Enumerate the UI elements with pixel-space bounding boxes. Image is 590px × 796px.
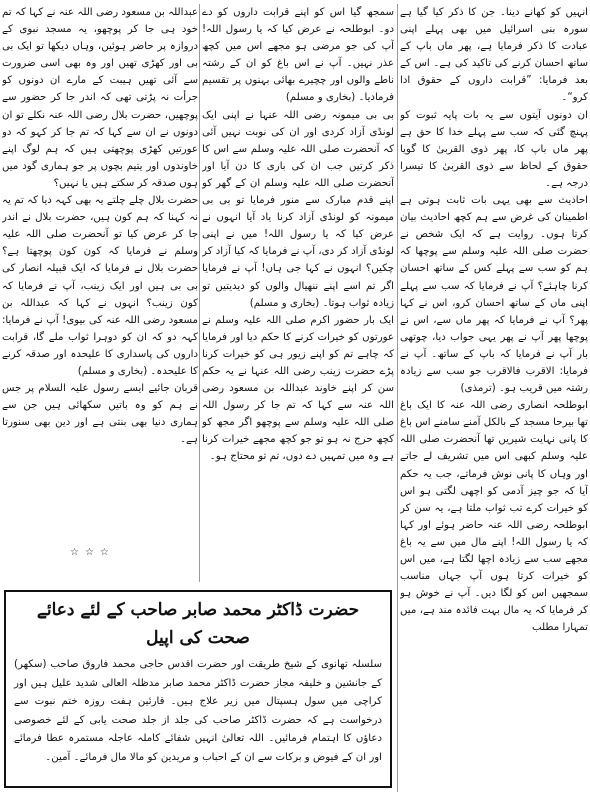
paragraph: احادیث سے بھی یہی بات ثابت ہوتی ہے اطمینان کی غرض سے ہم کچھ احادیث بیان کرتا ہوں۔ روایت ہے کہ ایک شخص نے حضرت صلی اللہ علیہ وسلم سے پوچھا کہ ہم کو سب سے پہلے کس کے ساتھ احسان کرنا چاہئے؟ آپ نے فرمایا کہ سب سے پہلے اپنی ماں کے ساتھ احسان کرو، اس نے کہا پھر؟ آپ نے فرمایا کہ پھر ماں سے، اس نے پوچھا پھر آپ نے پھر یہی جواب دیا، چوتھی بار آپ نے فرمایا کہ باپ کے ساتھ۔ آپ نے فرمایا: الاقرب فالاقرب جو سب سے زیادہ رشتہ میں قریب ہو۔ (ترمذی) bbox=[400, 195, 588, 395]
article-column-middle bbox=[202, 4, 394, 586]
column-divider bbox=[397, 4, 398, 792]
paragraph: ان دونوں آیتوں سے یہ بات پایہ ثبوت کو پہنچ گئی کہ سب سے پہلے خدا کا حق ہے پھر ماں باپ کا، پھر ذوی القربیٰ کا گویا حقوق کے لحاظ سے ذوی القربیٰ کا تیسرا درجہ ہے۔ bbox=[400, 109, 588, 189]
paragraph: انہیں کو کھانے دینا۔ جن کا ذکر کیا گیا ہے سورہ بنی اسرائیل میں بھی پہلے اپنی عبادت کا ذکر فرمایا ہے، پھر ماں باپ کے ساتھ احسان کرنے کی تاکید کی ہے۔ اس کے بعد فرمایا: ”قرابت داروں کے حقوق ادا کرو“۔ bbox=[400, 7, 588, 104]
paragraph: حضرت بلال چلے چلتے یہ بھی کہہ دیا کہ تم یہ نہ کہنا کہ ہم کون ہیں، حضرت بلال نے اندر جا کر عرض کیا تو آنحضرت صلی اللہ علیہ وسلم نے فرمایا کہ کون کون پوچھتا ہے؟ حضرت بلال نے فرمایا کہ ایک قبیلہ انصار کی بی بی ہیں اور ایک زینب، آپ نے فرمایا کہ کون زینب؟ انہوں نے کہا کہ عبداللہ بن مسعود رضی اللہ عنہ کی بیوی! آپ نے فرمایا: کہہ دو کہ ان کو دوہرا ثواب ملے گا، قرابت داروں کی پاسداری کا علیحدہ اور صدقہ کرنے کا علیحدہ۔ (بخاری و مسلم) bbox=[2, 195, 198, 377]
column-divider bbox=[199, 4, 200, 582]
paragraph: عبداللہ بن مسعود رضی اللہ عنہ نے کہا کہ تم خود ہی جا کر پوچھو، یہ مسجد نبوی کے دروازہ پر حاضر ہوئیں، وہاں دیکھا تو ایک بی بی اور کھڑی تھیں اور وہ بھی اسی ضرورت سے آئی تھیں ہیبت کے مارے ان دونوں کو جرأت نہ پڑتی تھی کہ اندر جا کر حضور سے پوچھیں، حضرت بلال رضی اللہ عنہ نکلے تو ان دونوں نے ان سے کہا کہ تم جا کر کہو کہ دو عورتیں کھڑی پوچھتی ہیں کہ ہم لوگ اپنے خاوندوں اور یتیم بچوں پر جو ہماری گود میں ہوں صدقہ کر سکتے ہیں یا نہیں؟ bbox=[2, 7, 198, 189]
paragraph: قربان جائیے ایسے رسول علیہ السلام پر جس نے ہم کو وہ باتیں سکھائی ہیں جن سے ہماری دنیا بھی بنتی ہے اور دین بھی سنورتا ہے۔ bbox=[2, 383, 198, 446]
article-column-left bbox=[2, 4, 198, 549]
appeal-body: سلسلہ تھانوی کے شیخ طریقت اور حضرت اقدس حاجی محمد فاروق صاحب (سکھر) کے جانشین و خلیفہ مجاز حضرت ڈاکٹر محمد صابر مدظلہ العالی شدید علیل ہیں اور کراچی میں سول ہسپتال میں زیر علاج ہیں۔ قارئین ہفت روزہ ختم نبوت سے درخواست ہے کہ حضرت ڈاکٹر صاحب کی جلد از جلد صحت یابی کے لئے خصوصی دعاؤں کا اہتمام فرمائیں۔ اللہ تعالیٰ انہیں شفائے کاملہ عاجلہ مستمرہ عطا فرمائے اور ان کے فیوض و برکات سے ان کے احباب و مریدین کو مالا مال فرمائے۔ آمین۔ bbox=[14, 659, 382, 763]
paragraph: بی بی میمونہ رضی اللہ عنہا نے اپنی ایک لونڈی آزاد کردی اور ان کی نوبت نہیں آئی کہ آنحضرت صلی اللہ علیہ وسلم سے اس کا ذکر کرتیں جب ان کی باری کا دن آیا اور آنحضرت صلی اللہ علیہ وسلم ان کے گھر کو اپنے قدم مبارک سے منور فرمایا تو بی بی میمونہ کو لونڈی آزاد کرنا یاد آیا انہوں نے عرض کیا کہ یا رسول اللہ! میں نے اپنی لونڈی آزاد کر دی، آپ نے فرمایا کہ کیا آزاد کر چکیں؟ انہوں نے کہا جی ہاں! آپ نے فرمایا اگر تم اسے اپنے ننھیال والوں کو دیدیتیں تو زیادہ ثواب ہوتا۔ (بخاری و مسلم) bbox=[202, 109, 394, 309]
appeal-heading: حضرت ڈاکٹر محمد صابر صاحب کے لئے دعائے صحت کی اپیل bbox=[36, 600, 360, 648]
end-marks: ☆☆☆ bbox=[70, 547, 115, 558]
article-column-right bbox=[400, 4, 588, 796]
paragraph: سمجھ گیا اس کو اپنے قرابت داروں کو دے دو۔ ابوطلحہ نے عرض کیا کہ یا رسول اللہ! آپ کی جو مرضی ہو مجھے اس میں کچھ عذر نہیں۔ آپ نے اس باغ کو ان کے رشتہ ناطے والوں اور چچیرے بھائی بہنوں پر تقسیم فرمادیا۔ (بخاری و مسلم) bbox=[202, 7, 394, 104]
paragraph: ابوطلحہ انصاری رضی اللہ عنہ کا ایک باغ تھا بیرحا مسجد کے بالکل آمنے سامنے اس باغ کا پانی نہایت شیریں تھا آنحضرت صلی اللہ علیہ وسلم کبھی اس میں تشریف لے جاتے اور وہاں کا پانی نوش فرماتے، جب یہ حکم آیا کہ جو چیز آدمی کو اچھی لگتی ہو اس کو خیرات کرے تب ثواب ملتا ہے، یہ سن کر ابوطلحہ رضی اللہ عنہ حاضر ہوئے اور کہا کہ یا رسول اللہ! اپنے مال میں سے یہ باغ مجھے سب سے زیادہ اچھا لگتا ہے، میں اس کو خیرات کرتا ہوں آپ جہاں مناسب سمجھیں اس کو لگا دیں۔ آپ نے خوش ہو کر فرمایا کہ یہ مال بہت فائدہ مند ہے، میں تمہارا مطلب bbox=[400, 400, 588, 634]
paragraph: ایک بار حضور اکرم صلی اللہ علیہ وسلم نے عورتوں کو خیرات کرنے کا حکم دیا اور فرمایا کہ چاہے تم کو اپنے زیور ہی کو خیرات کرنا پڑے حضرت زینب رضی اللہ عنہا نے یہ حکم سن کر اپنے خاوند عبداللہ بن مسعود رضی اللہ عنہ سے کہا کہ تم جا کر رسول اللہ صلی اللہ علیہ وسلم سے پوچھو اگر مجھ کو کچھ حرج نہ ہو تو جو کچھ مجھے خیرات کرنا ہے وہ میں تمہیں دے دوں، تم تو محتاج ہو۔ bbox=[202, 314, 394, 463]
appeal-box bbox=[4, 590, 392, 788]
